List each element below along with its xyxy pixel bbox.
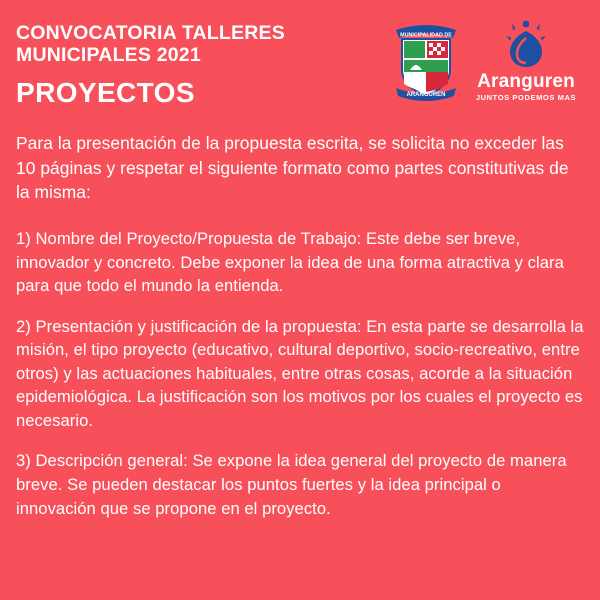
kicker-text: CONVOCATORIA TALLERES MUNICIPALES 2021 — [16, 22, 285, 67]
body-copy — [16, 131, 584, 520]
item-paragraph-1: 1) Nombre del Proyecto/Propuesta de Trabajo: Este debe ser breve, innovador y concreto. Debe exponer la idea de una forma atractiva y clara para que todo el mundo la entienda. — [16, 228, 564, 296]
svg-text:ARANGUREN: ARANGUREN — [406, 92, 446, 98]
svg-text:MUNICIPALIDAD DE: MUNICIPALIDAD DE — [400, 32, 452, 39]
brand-tagline: JUNTOS PODEMOS MAS — [475, 93, 577, 102]
page-title: PROYECTOS — [16, 76, 195, 108]
item-paragraph-2: 2) Presentación y justificación de la propuesta: En esta parte se desarrolla la misión, el tipo proyecto (educativo, cultural deportivo, socio-recreativo, entre otros) y las actuaciones habituales, entre otras cosas, acorde a la situación epidemiológica. La justificación son los motivos por los cuales el proyecto es necesario. — [16, 316, 584, 430]
logos — [390, 18, 584, 104]
aranguren-brand — [472, 18, 580, 102]
intro-paragraph: Para la presentación de la propuesta escrita, se solicita no exceder las 10 páginas y respetar el siguiente formato como partes constitutivas de la misma: — [16, 132, 569, 203]
lotus-leaf-logo-icon — [498, 18, 554, 70]
municipal-coat-of-arms-icon — [390, 18, 462, 104]
header-text-block — [16, 18, 390, 109]
item-paragraph-3: 3) Descripción general: Se expone la idea general del proyecto de manera breve. Se pueden destacar los puntos fuertes y la idea principal o innovación que se propone en el proyecto. — [16, 451, 567, 518]
brand-name: Aranguren — [477, 71, 575, 92]
header — [16, 18, 584, 109]
